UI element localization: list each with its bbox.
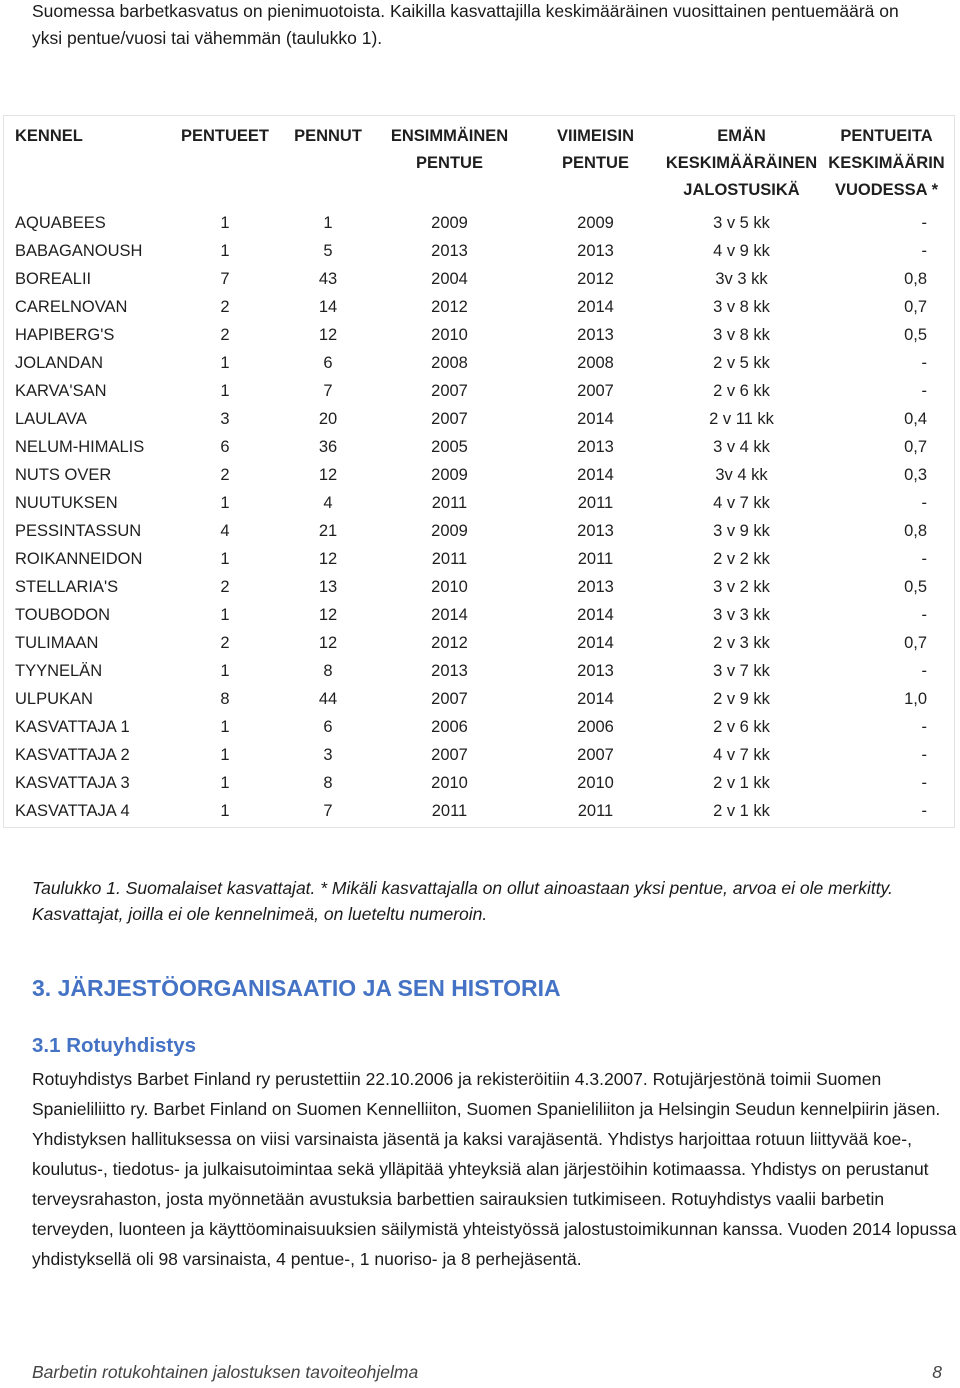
cell-litters: 8 <box>220 690 230 708</box>
cell-first-litter: 2004 <box>431 270 468 288</box>
cell-dam-avg-age: 2 v 5 kk <box>713 354 770 372</box>
cell-last-litter: 2011 <box>577 494 614 512</box>
cell-puppies: 13 <box>318 578 338 596</box>
table-row <box>4 629 954 657</box>
cell-kennel: JOLANDAN <box>15 354 104 372</box>
table-row <box>4 209 954 237</box>
intro-paragraph: Suomessa barbetkasvatus on pienimuotoista. Kaikilla kasvattajilla keskimääräinen vuosittainen pentuemäärä on yksi pentue/vuosi tai vähemmän (taulukko 1). <box>32 1 899 48</box>
cell-dam-avg-age: 2 v 2 kk <box>713 550 770 568</box>
table-row <box>4 713 954 741</box>
cell-dam-avg-age: 3 v 7 kk <box>713 662 770 680</box>
cell-kennel: TYYNELÄN <box>15 662 103 680</box>
cell-last-litter: 2014 <box>577 410 614 428</box>
cell-kennel: KASVATTAJA 4 <box>15 802 130 820</box>
cell-kennel: ULPUKAN <box>15 690 93 708</box>
cell-litters: 2 <box>220 578 230 596</box>
cell-first-litter: 2009 <box>431 522 468 540</box>
header-puppies: PENNUT <box>294 127 362 145</box>
table-row <box>4 461 954 489</box>
breeders-table-container <box>3 115 955 828</box>
breeders-table <box>4 116 954 825</box>
cell-puppies: 6 <box>323 718 333 736</box>
cell-puppies: 44 <box>318 690 338 708</box>
cell-kennel: AQUABEES <box>15 214 106 232</box>
body-paragraph: Rotuyhdistys Barbet Finland ry perustettiin 22.10.2006 ja rekisteröitiin 4.3.2007. Rotujärjestönä toimii Suomen Spanieliliitto ry. Barbet Finland on Suomen Kennelliiton, Suomen Spanieliliiton ja Helsingin Seudun kennelpiirin jäsen. Yhdistyksen hallituksessa on viisi varsinaista jäsentä ja kaksi varajäsentä. Yhdistys harjoittaa rotuun liittyvää koe-, koulutus-, tiedotus- ja julkaisutoimintaa sekä ylläpitää yhteyksiä alan järjestöihin kotimaassa. Yhdistys on perustanut terveysrahaston, josta myönnetään avustuksia barbettien sairauksien tutkimiseen. Rotuyhdistys vaalii barbetin terveyden, luonteen ja käyttöominaisuuksien säilymistä yhteistyössä jalostustoimikunnan kanssa. Vuoden 2014 lopussa yhdistyksellä oli 98 varsinaista, 4 pentue-, 1 nuoriso- ja 8 perhejäsentä. <box>32 1069 957 1269</box>
footer-title: Barbetin rotukohtainen jalostuksen tavoiteohjelma <box>32 1362 419 1382</box>
cell-puppies: 7 <box>323 382 333 400</box>
cell-last-litter: 2014 <box>577 298 614 316</box>
cell-dam-avg-age: 4 v 7 kk <box>713 746 770 764</box>
table-row <box>4 517 954 545</box>
cell-kennel: LAULAVA <box>15 410 87 428</box>
cell-litters: 6 <box>220 438 230 456</box>
cell-dam-avg-age: 3 v 8 kk <box>713 326 770 344</box>
cell-puppies: 4 <box>323 494 333 512</box>
cell-dam-avg-age: 3v 3 kk <box>715 270 768 288</box>
cell-last-litter: 2006 <box>577 718 614 736</box>
cell-puppies: 14 <box>318 298 338 316</box>
cell-avg-per-year: 0,5 <box>904 326 927 344</box>
cell-puppies: 12 <box>318 606 338 624</box>
cell-kennel: CARELNOVAN <box>15 298 128 316</box>
cell-puppies: 8 <box>323 774 333 792</box>
table-row <box>4 489 954 517</box>
cell-dam-avg-age: 3 v 4 kk <box>713 438 770 456</box>
cell-litters: 4 <box>220 522 230 540</box>
cell-litters: 1 <box>220 242 230 260</box>
cell-puppies: 1 <box>323 214 333 232</box>
cell-avg-per-year: - <box>921 382 927 400</box>
cell-avg-per-year: 0,8 <box>904 270 927 288</box>
cell-first-litter: 2010 <box>431 578 468 596</box>
cell-first-litter: 2007 <box>431 690 468 708</box>
cell-last-litter: 2014 <box>577 634 614 652</box>
header-last-litter: VIIMEISIN PENTUE <box>556 127 634 172</box>
cell-kennel: HAPIBERG'S <box>15 326 115 344</box>
cell-litters: 1 <box>220 718 230 736</box>
cell-litters: 7 <box>220 270 230 288</box>
cell-litters: 1 <box>220 382 230 400</box>
cell-last-litter: 2014 <box>577 690 614 708</box>
cell-last-litter: 2014 <box>577 606 614 624</box>
cell-dam-avg-age: 2 v 9 kk <box>713 690 770 708</box>
subsection-heading: 3.1 Rotuyhdistys <box>32 1034 197 1057</box>
cell-puppies: 21 <box>318 522 338 540</box>
cell-kennel: BOREALII <box>15 270 92 288</box>
cell-avg-per-year: 0,5 <box>904 578 927 596</box>
cell-avg-per-year: - <box>921 494 927 512</box>
table-row <box>4 545 954 573</box>
header-dam-avg-age: EMÄN KESKIMÄÄRÄINEN JALOSTUSIKÄ <box>665 127 818 199</box>
cell-puppies: 20 <box>318 410 338 428</box>
cell-kennel: TOUBODON <box>15 606 111 624</box>
cell-avg-per-year: - <box>921 718 927 736</box>
cell-kennel: KASVATTAJA 2 <box>15 746 130 764</box>
cell-first-litter: 2007 <box>431 410 468 428</box>
cell-dam-avg-age: 2 v 3 kk <box>713 634 770 652</box>
table-row <box>4 685 954 713</box>
cell-litters: 1 <box>220 774 230 792</box>
header-first-litter: ENSIMMÄINEN PENTUE <box>390 127 509 172</box>
table-row <box>4 601 954 629</box>
header-kennel: KENNEL <box>15 127 83 145</box>
cell-litters: 1 <box>220 494 230 512</box>
cell-dam-avg-age: 2 v 11 kk <box>709 410 774 428</box>
cell-dam-avg-age: 3v 4 kk <box>715 466 768 484</box>
cell-litters: 2 <box>220 298 230 316</box>
cell-litters: 1 <box>220 606 230 624</box>
cell-dam-avg-age: 2 v 1 kk <box>713 774 770 792</box>
cell-avg-per-year: 0,3 <box>904 466 927 484</box>
cell-kennel: TULIMAAN <box>15 634 99 652</box>
cell-last-litter: 2013 <box>577 438 614 456</box>
page-footer <box>32 1362 942 1383</box>
cell-puppies: 5 <box>323 242 333 260</box>
table-row <box>4 769 954 797</box>
cell-avg-per-year: 0,7 <box>904 438 927 456</box>
cell-kennel: BABAGANOUSH <box>15 242 143 260</box>
cell-avg-per-year: 0,8 <box>904 522 927 540</box>
cell-litters: 3 <box>220 410 230 428</box>
table-row <box>4 321 954 349</box>
cell-first-litter: 2013 <box>431 662 468 680</box>
cell-puppies: 12 <box>318 634 338 652</box>
cell-last-litter: 2008 <box>577 354 614 372</box>
cell-last-litter: 2014 <box>577 466 614 484</box>
cell-kennel: STELLARIA'S <box>15 578 119 596</box>
cell-first-litter: 2013 <box>431 242 468 260</box>
cell-litters: 2 <box>220 466 230 484</box>
cell-litters: 1 <box>220 802 230 820</box>
cell-last-litter: 2012 <box>577 270 614 288</box>
cell-first-litter: 2008 <box>431 354 468 372</box>
cell-first-litter: 2009 <box>431 214 468 232</box>
table-caption: Taulukko 1. Suomalaiset kasvattajat. * Mikäli kasvattajalla on ollut ainoastaan yksi pentue, arvoa ei ole merkitty. Kasvattajat, joilla ei ole kennelnimeä, on lueteltu numeroin. <box>32 878 893 924</box>
cell-avg-per-year: - <box>921 242 927 260</box>
cell-first-litter: 2009 <box>431 466 468 484</box>
cell-first-litter: 2007 <box>431 746 468 764</box>
cell-puppies: 12 <box>318 466 338 484</box>
cell-last-litter: 2013 <box>577 522 614 540</box>
cell-avg-per-year: - <box>921 354 927 372</box>
cell-kennel: KASVATTAJA 3 <box>15 774 130 792</box>
cell-litters: 1 <box>220 550 230 568</box>
cell-litters: 1 <box>220 354 230 372</box>
cell-dam-avg-age: 3 v 2 kk <box>713 578 770 596</box>
cell-avg-per-year: 1,0 <box>904 690 927 708</box>
cell-puppies: 8 <box>323 662 333 680</box>
cell-first-litter: 2014 <box>431 606 468 624</box>
cell-first-litter: 2010 <box>431 326 468 344</box>
cell-avg-per-year: - <box>921 746 927 764</box>
cell-litters: 2 <box>220 634 230 652</box>
cell-dam-avg-age: 3 v 9 kk <box>713 522 770 540</box>
cell-last-litter: 2013 <box>577 662 614 680</box>
cell-dam-avg-age: 4 v 7 kk <box>713 494 770 512</box>
table-row <box>4 293 954 321</box>
cell-first-litter: 2005 <box>431 438 468 456</box>
section-heading: 3. JÄRJESTÖORGANISAATIO JA SEN HISTORIA <box>32 975 561 1001</box>
cell-kennel: PESSINTASSUN <box>15 522 142 540</box>
cell-first-litter: 2011 <box>431 550 468 568</box>
cell-avg-per-year: 0,4 <box>904 410 927 428</box>
table-row <box>4 265 954 293</box>
cell-litters: 2 <box>220 326 230 344</box>
cell-puppies: 3 <box>323 746 333 764</box>
page-number: 8 <box>932 1362 942 1382</box>
cell-kennel: KASVATTAJA 1 <box>15 718 130 736</box>
cell-last-litter: 2007 <box>577 746 614 764</box>
cell-dam-avg-age: 3 v 3 kk <box>713 606 770 624</box>
cell-puppies: 43 <box>318 270 338 288</box>
cell-last-litter: 2009 <box>577 214 614 232</box>
cell-dam-avg-age: 2 v 6 kk <box>713 382 770 400</box>
cell-avg-per-year: 0,7 <box>904 298 927 316</box>
cell-first-litter: 2012 <box>431 634 468 652</box>
cell-kennel: NUUTUKSEN <box>15 494 118 512</box>
table-row <box>4 657 954 685</box>
cell-last-litter: 2013 <box>577 326 614 344</box>
table-row <box>4 797 954 825</box>
cell-first-litter: 2006 <box>431 718 468 736</box>
cell-first-litter: 2011 <box>431 802 468 820</box>
cell-avg-per-year: - <box>921 662 927 680</box>
table-row <box>4 405 954 433</box>
cell-kennel: NUTS OVER <box>15 466 112 484</box>
cell-dam-avg-age: 2 v 6 kk <box>713 718 770 736</box>
cell-puppies: 7 <box>323 802 333 820</box>
table-body <box>4 209 954 825</box>
cell-avg-per-year: - <box>921 606 927 624</box>
cell-last-litter: 2007 <box>577 382 614 400</box>
cell-dam-avg-age: 3 v 5 kk <box>713 214 770 232</box>
cell-avg-per-year: - <box>921 214 927 232</box>
cell-kennel: ROIKANNEIDON <box>15 550 143 568</box>
table-row <box>4 349 954 377</box>
cell-litters: 1 <box>220 746 230 764</box>
table-row <box>4 573 954 601</box>
cell-avg-per-year: 0,7 <box>904 634 927 652</box>
header-avg-per-year: PENTUEITA KESKIMÄÄRIN VUODESSA * <box>828 127 945 199</box>
cell-litters: 1 <box>220 662 230 680</box>
cell-last-litter: 2010 <box>577 774 614 792</box>
cell-last-litter: 2011 <box>577 550 614 568</box>
cell-last-litter: 2013 <box>577 242 614 260</box>
cell-dam-avg-age: 2 v 1 kk <box>713 802 770 820</box>
header-litters: PENTUEET <box>180 127 269 145</box>
table-row <box>4 741 954 769</box>
cell-puppies: 36 <box>318 438 338 456</box>
cell-avg-per-year: - <box>921 802 927 820</box>
cell-puppies: 6 <box>323 354 333 372</box>
table-header-row <box>4 116 954 209</box>
cell-puppies: 12 <box>318 326 338 344</box>
cell-avg-per-year: - <box>921 774 927 792</box>
cell-last-litter: 2011 <box>577 802 614 820</box>
table-row <box>4 433 954 461</box>
cell-first-litter: 2012 <box>431 298 468 316</box>
cell-dam-avg-age: 4 v 9 kk <box>713 242 770 260</box>
cell-kennel: KARVA'SAN <box>15 382 107 400</box>
cell-kennel: NELUM-HIMALIS <box>15 438 145 456</box>
cell-first-litter: 2011 <box>431 494 468 512</box>
cell-avg-per-year: - <box>921 550 927 568</box>
cell-last-litter: 2013 <box>577 578 614 596</box>
cell-first-litter: 2007 <box>431 382 468 400</box>
cell-litters: 1 <box>220 214 230 232</box>
cell-dam-avg-age: 3 v 8 kk <box>713 298 770 316</box>
cell-first-litter: 2010 <box>431 774 468 792</box>
cell-puppies: 12 <box>318 550 338 568</box>
table-row <box>4 237 954 265</box>
table-row <box>4 377 954 405</box>
